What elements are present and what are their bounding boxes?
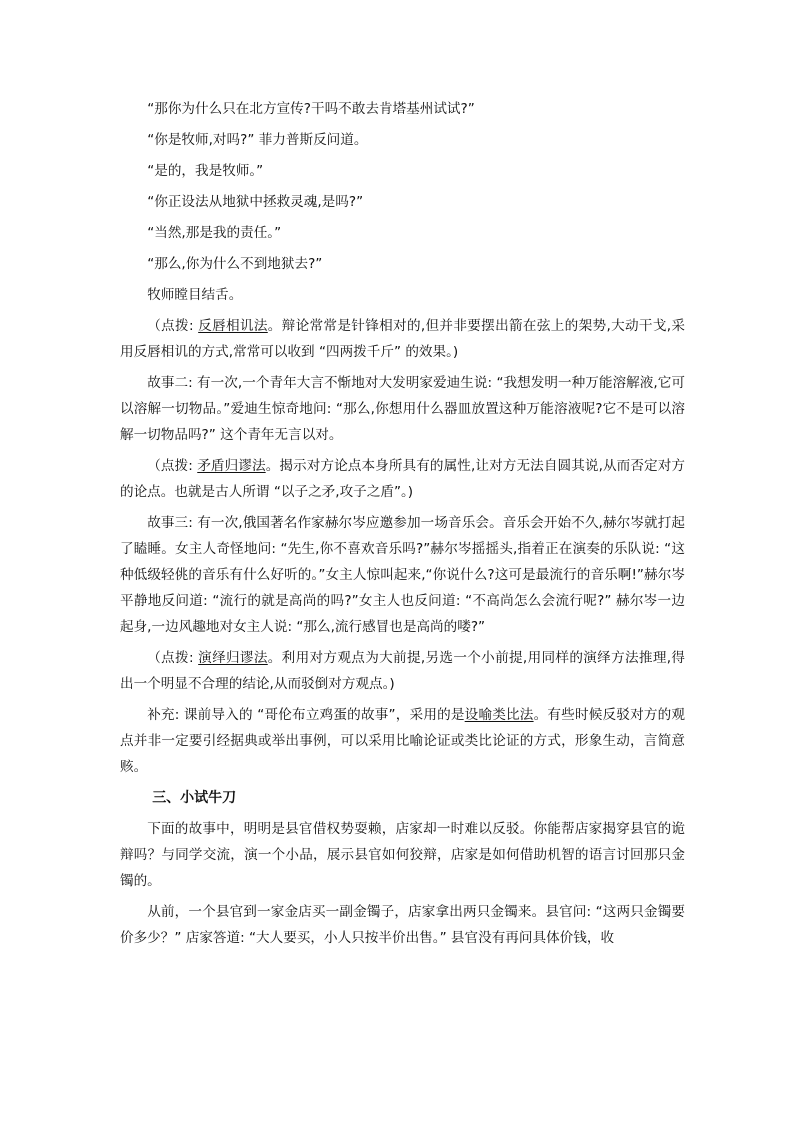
note-text: 。利用对方观点为大前提,另选一个小前提,用同样的演绎方法推理,得出一个明显不合理的结论,从而驳倒对方观点。) bbox=[120, 650, 685, 692]
note-paragraph-2 bbox=[120, 453, 685, 505]
story-two-paragraph: 故事二: 有一次,一个青年大言不惭地对大发明家爱迪生说: “我想发明一种万能溶解液,它可以溶解一切物品。”爱迪生惊奇地问: “那么,你想用什么器皿放置这种万能溶液呢?它不是可以溶解一切物品吗?” 这个青年无言以对。 bbox=[120, 375, 685, 443]
dialogue-line-7: 牧师瞠目结舌。 bbox=[147, 287, 243, 303]
story-three-paragraph: 故事三: 有一次,俄国著名作家赫尔岑应邀参加一场音乐会。音乐会开始不久,赫尔岑就打起了瞌睡。女主人奇怪地问: “先生,你不喜欢音乐吗?”赫尔岑摇摇头,指着正在演奏的乐队说: “这种低级轻佻的音乐有什么好听的。”女主人惊叫起来,“你说什么?这可是最流行的音乐啊!”赫尔岑平静地反问道: “流行的就是高尚的吗?”女主人也反问道: “不高尚怎么会流行呢?” 赫尔岑一边起身,一边风趣地对女主人说: “那么,流行感冒也是高尚的喽?” bbox=[120, 515, 685, 635]
section-heading: 三、小试牛刀 bbox=[152, 790, 237, 806]
dialogue-line-3: “是的，我是牧师。” bbox=[147, 163, 264, 179]
note-paragraph-1 bbox=[120, 313, 685, 365]
supplement-text: 。有些时候反驳对方的观点并非一定要引经据典或举出事例，可以采用比喻论证或类比论证的方式，形象生动，言简意赅。 bbox=[120, 707, 686, 775]
supplement-paragraph bbox=[120, 702, 685, 780]
note-text: 。辩论常常是针锋相对的,但并非要摆出箭在弦上的架势,大动干戈,采用反唇相讥的方式,常常可以收到 “四两拨千斤” 的效果。) bbox=[120, 318, 685, 360]
dialogue-line-2: “你是牧师,对吗?” 菲力普斯反问道。 bbox=[147, 132, 368, 148]
dialogue-line-4: “你正设法从地狱中拯救灵魂,是吗?” bbox=[147, 194, 364, 210]
task-paragraph: 下面的故事中，明明是县官借权势耍赖，店家却一时难以反驳。你能帮店家揭穿县官的诡辩吗？与同学交流，演一个小品，展示县官如何狡辩，店家是如何借助机智的语言讨回那只金镯的。 bbox=[120, 821, 685, 889]
dialogue-line-1: “那你为什么只在北方宣传?干吗不敢去肯塔基州试试?” bbox=[147, 101, 475, 117]
dialogue-line-6: “那么,你为什么不到地狱去?” bbox=[147, 256, 323, 272]
supplement-prefix: 补充: 课前导入的 “哥伦布立鸡蛋的故事”，采用的是 bbox=[147, 707, 465, 723]
story-four-paragraph: 从前，一个县官到一家金店买一副金镯子，店家拿出两只金镯来。县官问: “这两只金镯要价多少？” 店家答道: “大人要买，小人只按半价出售。” 县官没有再问具体价钱，收 bbox=[120, 904, 685, 946]
note-prefix: （点拨: bbox=[147, 318, 199, 334]
method-term: 反唇相讥法 bbox=[198, 318, 268, 334]
method-term: 矛盾归谬法 bbox=[197, 458, 266, 474]
method-term: 设喻类比法 bbox=[464, 707, 534, 723]
note-paragraph-3 bbox=[120, 645, 685, 697]
document-page bbox=[120, 96, 685, 956]
dialogue-line-5: “当然,那是我的责任。” bbox=[147, 225, 282, 241]
note-prefix: （点拨: bbox=[147, 650, 199, 666]
note-text: 。揭示对方论点本身所具有的属性,让对方无法自圆其说,从而否定对方的论点。也就是古人所谓 “以子之矛,攻子之盾”。) bbox=[120, 458, 686, 500]
method-term: 演绎归谬法 bbox=[198, 650, 268, 666]
note-prefix: （点拨: bbox=[147, 458, 198, 474]
